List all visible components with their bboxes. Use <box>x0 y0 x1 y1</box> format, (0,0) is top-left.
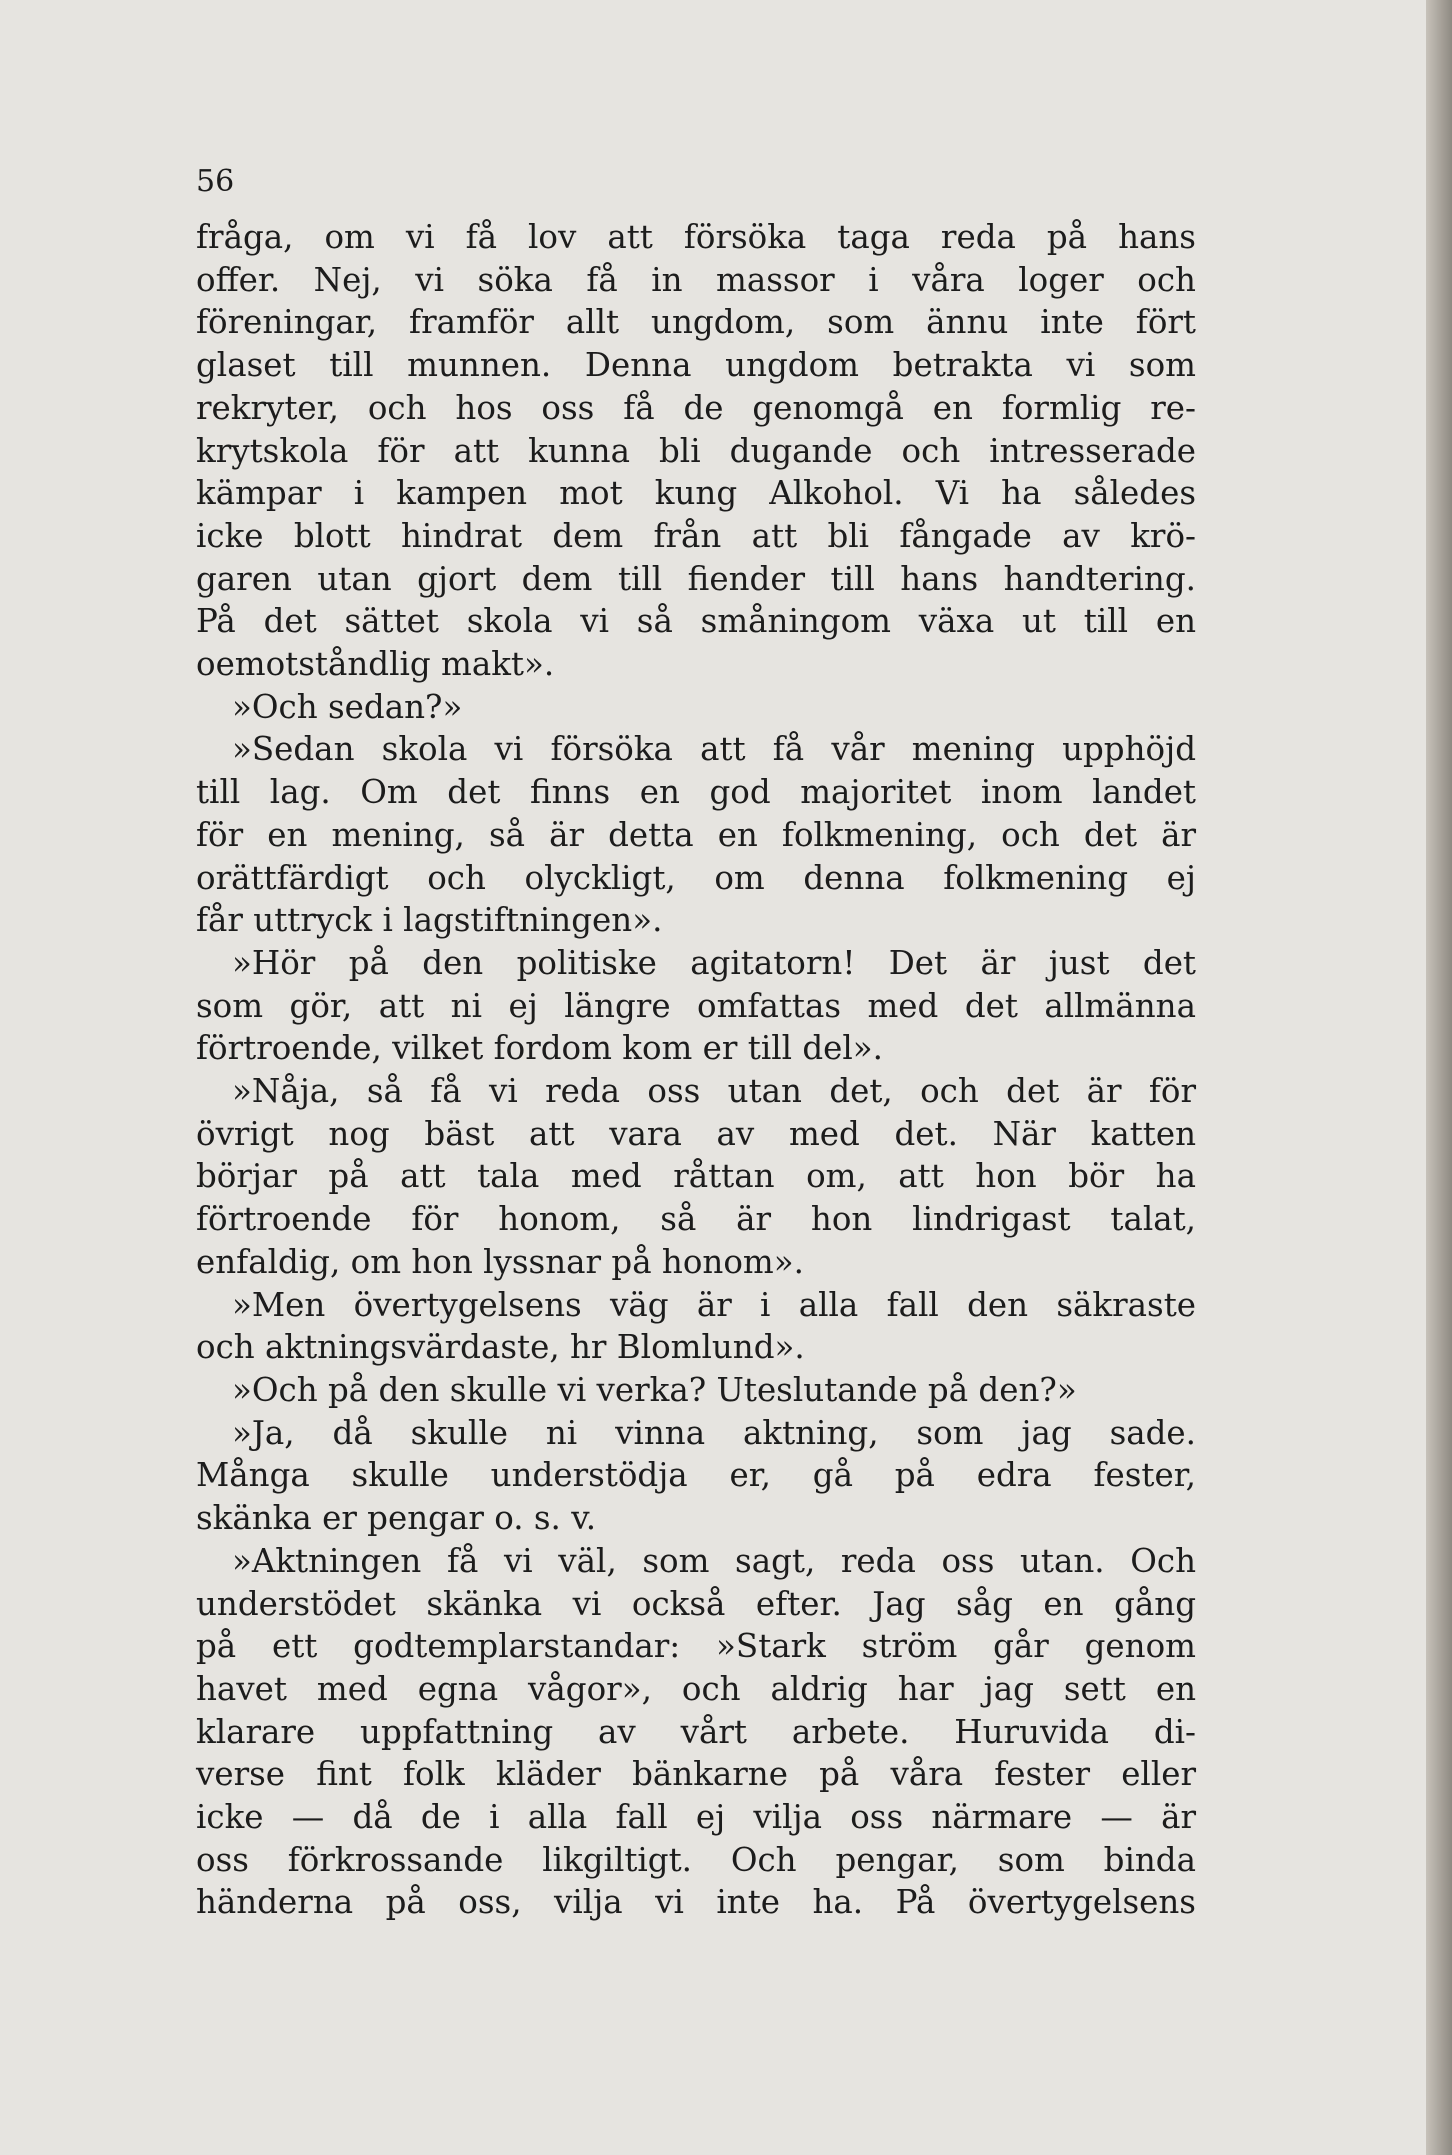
text-line: fråga, om vi få lov att försöka taga reda på hans <box>196 218 1196 256</box>
paragraph <box>196 1284 1196 1369</box>
text-line: till lag. Om det finns en god majoritet inom landet <box>196 773 1196 812</box>
paragraph <box>196 216 1196 686</box>
text-line: orättfärdigt och olyckligt, om denna folkmening ej <box>196 858 1196 897</box>
text-line: »Hör på den politiske agitatorn! Det är just det <box>232 943 1196 982</box>
text-line: börjar på att tala med råttan om, att hon bör ha <box>196 1157 1196 1196</box>
page-edge-shadow <box>1426 0 1452 2155</box>
text-line: på ett godtemplarstandar: »Stark ström går genom <box>196 1627 1196 1666</box>
paragraph <box>196 686 1196 729</box>
text-line: händerna på oss, vilja vi inte ha. På övertygelsens <box>196 1883 1196 1922</box>
text-line: får uttryck i lagstiftningen». <box>196 901 663 940</box>
text-line: icke — då de i alla fall ej vilja oss närmare — är <box>196 1798 1196 1837</box>
paragraph <box>196 728 1196 942</box>
text-line: rekryter, och hos oss få de genomgå en formlig re- <box>196 388 1196 427</box>
body-text <box>196 216 1196 1924</box>
text-line: oss förkrossande likgiltigt. Och pengar, som binda <box>196 1840 1196 1879</box>
text-line: »Sedan skola vi försöka att få vår mening upphöjd <box>232 730 1196 769</box>
text-line: »Aktningen få vi väl, som sagt, reda oss utan. Och <box>232 1541 1196 1580</box>
page-number: 56 <box>196 164 235 199</box>
text-line: klarare uppfattning av vårt arbete. Huruvida di- <box>196 1712 1196 1751</box>
paragraph <box>196 1070 1196 1284</box>
text-line: »Ja, då skulle ni vinna aktning, som jag sade. <box>232 1413 1196 1452</box>
paragraph <box>196 942 1196 1070</box>
text-line: icke blott hindrat dem från att bli fångade av krö- <box>196 516 1196 555</box>
text-line: övrigt nog bäst att vara av med det. När katten <box>196 1114 1196 1153</box>
text-line: På det sättet skola vi så småningom växa ut till en <box>196 602 1196 641</box>
text-line: »Nåja, så få vi reda oss utan det, och det är för <box>232 1072 1196 1111</box>
text-line: »Och sedan?» <box>232 687 463 726</box>
text-line: oemotståndlig makt». <box>196 645 555 684</box>
text-line: Många skulle understödja er, gå på edra fester, <box>196 1456 1196 1495</box>
text-line: glaset till munnen. Denna ungdom betrakta vi som <box>196 346 1196 385</box>
paragraph <box>196 1540 1196 1924</box>
paragraph <box>196 1412 1196 1540</box>
text-line: föreningar, framför allt ungdom, som ännu inte fört <box>196 303 1196 342</box>
text-line: och aktningsvärdaste, hr Blomlund». <box>196 1328 805 1367</box>
text-line: enfaldig, om hon lyssnar på honom». <box>196 1242 804 1281</box>
text-line: skänka er pengar o. s. v. <box>196 1499 597 1538</box>
text-line: förtroende för honom, så är hon lindrigast talat, <box>196 1200 1196 1239</box>
text-line: »Och på den skulle vi verka? Uteslutande på den?» <box>232 1370 1077 1409</box>
text-line: »Men övertygelsens väg är i alla fall den säkraste <box>232 1285 1196 1324</box>
text-line: verse fint folk kläder bänkarne på våra fester eller <box>196 1755 1196 1794</box>
paragraph <box>196 1369 1196 1412</box>
text-line: understödet skänka vi också efter. Jag såg en gång <box>196 1584 1196 1623</box>
text-line: havet med egna vågor», och aldrig har jag sett en <box>196 1669 1196 1708</box>
text-line: förtroende, vilket fordom kom er till del». <box>196 1029 884 1068</box>
text-line: för en mening, så är detta en folkmening, och det är <box>196 815 1196 854</box>
text-line: garen utan gjort dem till fiender till hans handtering. <box>196 559 1196 598</box>
text-line: offer. Nej, vi söka få in massor i våra loger och <box>196 260 1196 299</box>
text-line: som gör, att ni ej längre omfattas med det allmänna <box>196 986 1196 1025</box>
text-line: kämpar i kampen mot kung Alkohol. Vi ha således <box>196 474 1196 513</box>
text-line: krytskola för att kunna bli dugande och intresserade <box>196 431 1196 470</box>
